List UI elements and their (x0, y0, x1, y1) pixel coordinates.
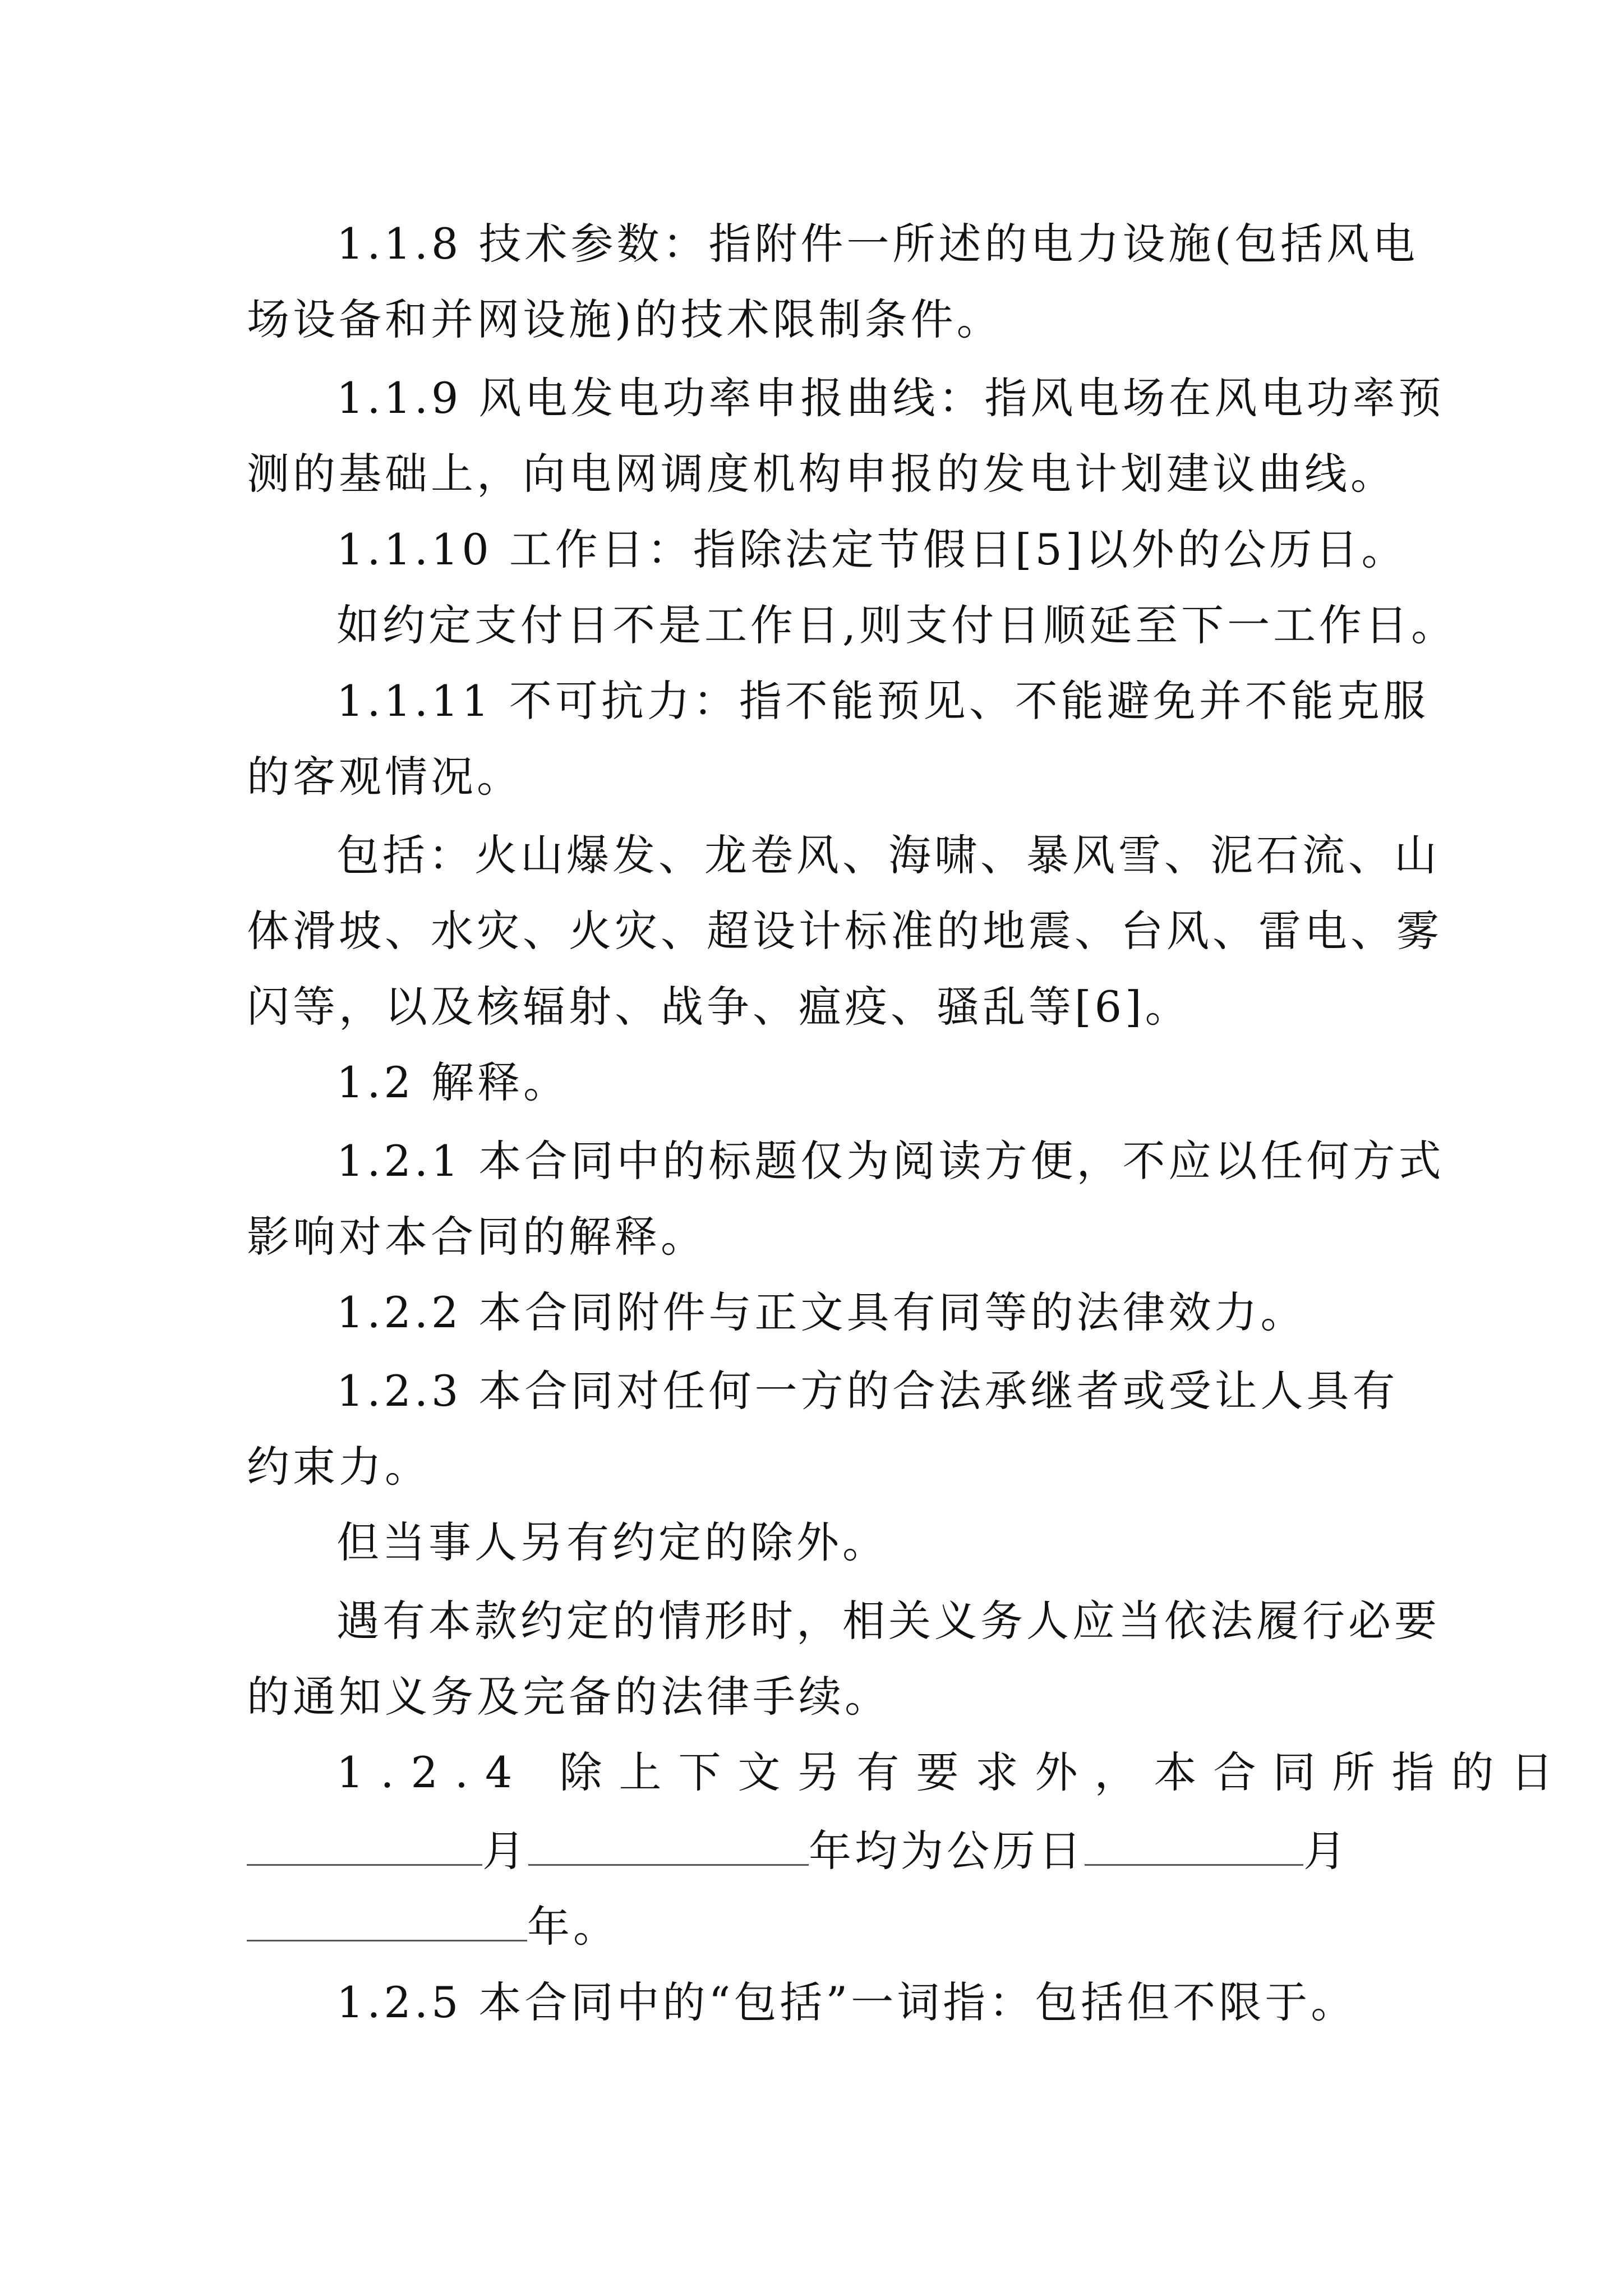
para-1-2-1-line1: 1.2.1 本合同中的标题仅为阅读方便，不应以任何方式 (336, 1136, 1445, 1186)
blank-field (247, 1899, 527, 1941)
para-notice-line2: 的通知义务及完备的法律手续。 (247, 1672, 891, 1722)
para-1-1-8-line2: 场设备和并网设施)的技术限制条件。 (247, 295, 1003, 344)
unit-month: 月 (1303, 1826, 1349, 1876)
para-payment-day: 如约定支付日不是工作日,则支付日顺延至下一工作日。 (336, 600, 1458, 650)
unit-year: 年。 (527, 1902, 619, 1952)
para-1-1-9-line2: 测的基础上，向电网调度机构申报的发电计划建议曲线。 (247, 449, 1396, 499)
blank-field (528, 1824, 809, 1866)
para-1-2-4-line3 (247, 1899, 1385, 1955)
blank-field (247, 1824, 482, 1866)
para-include-line1: 包括：火山爆发、龙卷风、海啸、暴风雪、泥石流、山 (336, 830, 1440, 880)
para-1-2-5: 1.2.5 本合同中的“包括”一词指：包括但不限于。 (336, 1977, 1357, 2027)
unit-month: 月 (482, 1826, 528, 1876)
para-1-2-4-line2 (247, 1823, 1385, 1879)
para-notice-line1: 遇有本款约定的情形时，相关义务人应当依法履行必要 (336, 1596, 1440, 1646)
unit-year-text: 年均为公历日 (809, 1826, 1085, 1876)
para-1-1-10: 1.1.10 工作日：指除法定节假日[5]以外的公历日。 (336, 524, 1408, 574)
para-include-line2: 体滑坡、水灾、火灾、超设计标准的地震、台风、雷电、雾 (247, 906, 1442, 956)
para-1-2-3-line2: 约束力。 (247, 1442, 431, 1492)
para-1-1-9-line1: 1.1.9 风电发电功率申报曲线：指风电场在风电功率预 (336, 373, 1445, 423)
para-include-line3: 闪等，以及核辐射、战争、瘟疫、骚乱等[6]。 (247, 982, 1191, 1032)
blank-field (1085, 1824, 1303, 1866)
para-1-1-11-line1: 1.1.11 不可抗力：指不能预见、不能避免并不能克服 (336, 676, 1429, 726)
para-1-1-11-line2: 的客观情况。 (247, 752, 523, 802)
heading-1-2: 1.2 解释。 (336, 1057, 570, 1107)
para-1-2-4-line1: 1.2.4 除上下文另有要求外，本合同所指的日 (336, 1747, 1570, 1797)
para-1-1-8-line1: 1.1.8 技术参数：指附件一所述的电力设施(包括风电 (336, 219, 1419, 269)
para-1-2-1-line2: 影响对本合同的解释。 (247, 1212, 707, 1262)
para-exception: 但当事人另有约定的除外。 (336, 1517, 888, 1567)
para-1-2-3-line1: 1.2.3 本合同对任何一方的合法承继者或受让人具有 (336, 1366, 1399, 1416)
para-1-2-2: 1.2.2 本合同附件与正文具有同等的法律效力。 (336, 1287, 1307, 1337)
